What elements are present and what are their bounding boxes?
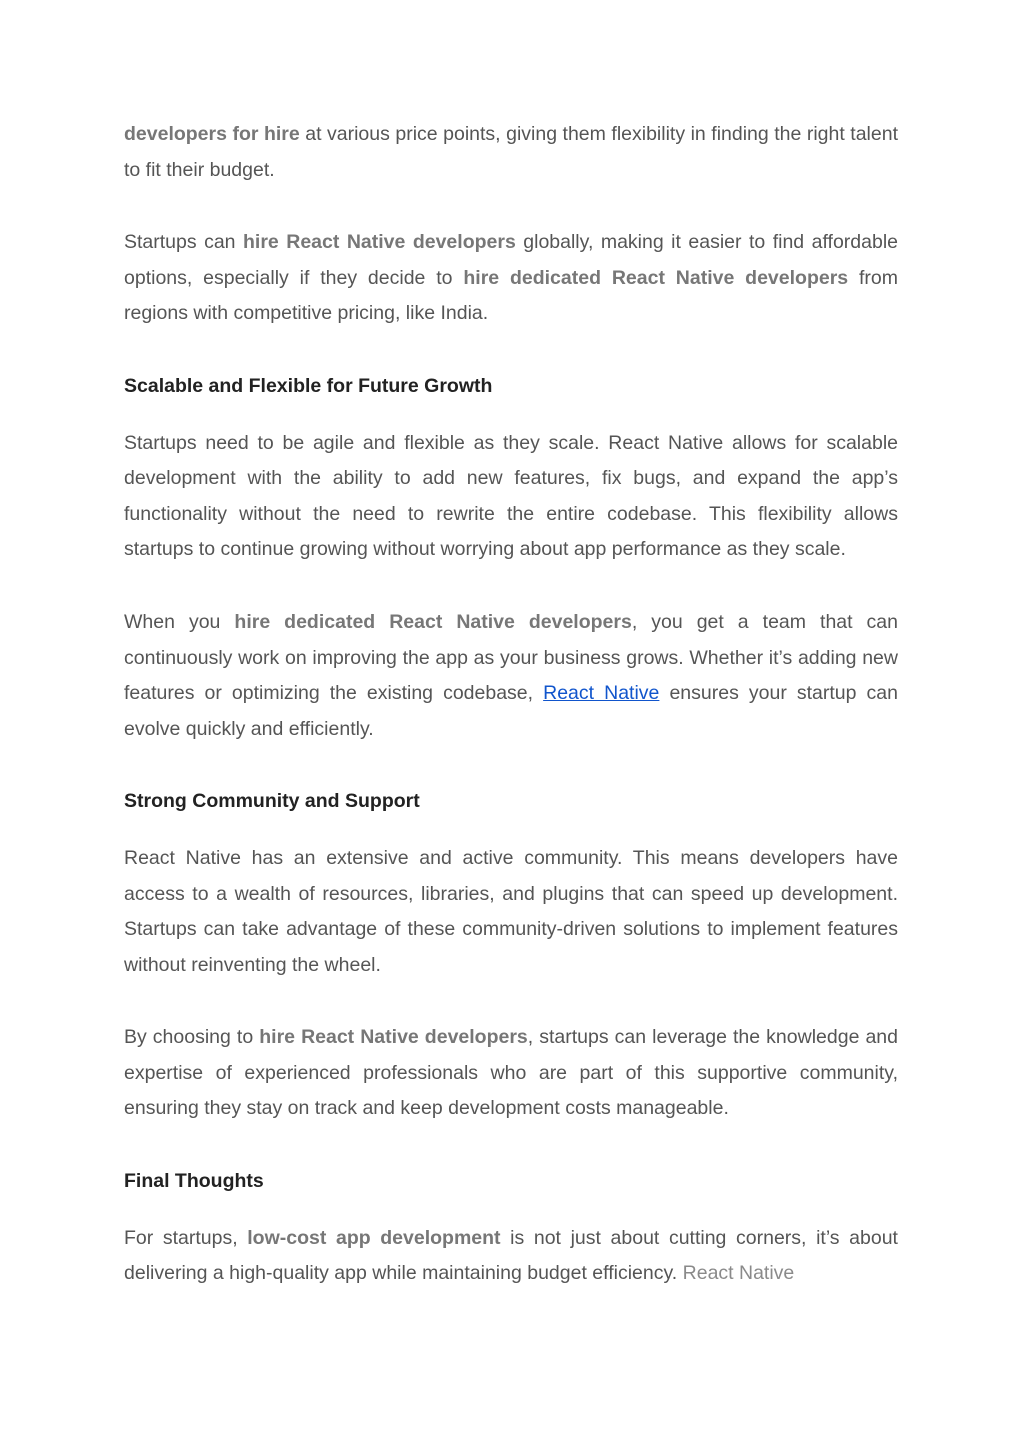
react-native-link[interactable]: React Native bbox=[543, 682, 660, 705]
section-heading-community: Strong Community and Support bbox=[124, 790, 420, 813]
paragraph-budget-talent bbox=[124, 117, 898, 188]
paragraph-text: ensures your startup can evolve quickly and efficiently. bbox=[124, 682, 898, 740]
paragraph-text: Startups can bbox=[124, 231, 244, 254]
paragraph-text: By choosing to bbox=[124, 1026, 260, 1049]
document-page bbox=[124, 117, 898, 1292]
paragraph-text: , startups can leverage the knowledge and expertise of experienced professionals who are part of this supportive community, ensuring they stay on track and keep development costs manageable. bbox=[124, 1026, 898, 1120]
paragraph-text: When you bbox=[124, 610, 235, 633]
bold-phrase: developers for hire bbox=[124, 123, 300, 145]
paragraph-agile-scale bbox=[124, 426, 898, 568]
paragraph-global-hiring bbox=[124, 225, 898, 332]
bold-phrase: hire React Native developers bbox=[259, 1026, 528, 1049]
bold-phrase: hire dedicated React Native developers bbox=[463, 266, 849, 289]
section-heading-scalable: Scalable and Flexible for Future Growth bbox=[124, 374, 493, 397]
paragraph-text: For startups, bbox=[124, 1226, 248, 1249]
paragraph-final bbox=[124, 1221, 898, 1292]
section-heading-final-thoughts: Final Thoughts bbox=[124, 1170, 264, 1193]
paragraph-community bbox=[124, 841, 898, 983]
bold-phrase: hire React Native developers bbox=[243, 231, 516, 254]
bold-phrase: low-cost app development bbox=[247, 1226, 501, 1249]
paragraph-text: globally, making it easier to find affordable options, especially if they decide to bbox=[124, 231, 898, 289]
paragraph-text: at various price points, giving them flexibility in finding the right talent to fit their budget. bbox=[124, 123, 898, 181]
paragraph-text: React Native has an extensive and active community. This means developers have access to a wealth of resources, libraries, and plugins that can speed up development. Startups can take advantage of these community-driven solutions to implement features without reinventing the wheel. bbox=[124, 846, 898, 976]
muted-text: React Native bbox=[682, 1262, 795, 1285]
paragraph-text: , you get a team that can continuously work on improving the app as your business grows. Whether it’s adding new features or optimizing the existing codebase, bbox=[124, 610, 898, 705]
paragraph-text: Startups need to be agile and flexible as they scale. React Native allows for scalable development with the ability to add new features, fix bugs, and expand the app’s functionality without the need to rewrite the entire codebase. This flexibility allows startups to continue growing without worrying about app performance as they scale. bbox=[124, 431, 898, 561]
bold-phrase: hire dedicated React Native developers bbox=[234, 610, 632, 633]
paragraph-leverage-knowledge bbox=[124, 1020, 898, 1127]
paragraph-dedicated-team bbox=[124, 605, 898, 747]
paragraph-text: from regions with competitive pricing, like India. bbox=[124, 266, 899, 325]
paragraph-text: is not just about cutting corners, it’s about delivering a high-quality app while maintaining budget efficiency. bbox=[124, 1226, 898, 1285]
